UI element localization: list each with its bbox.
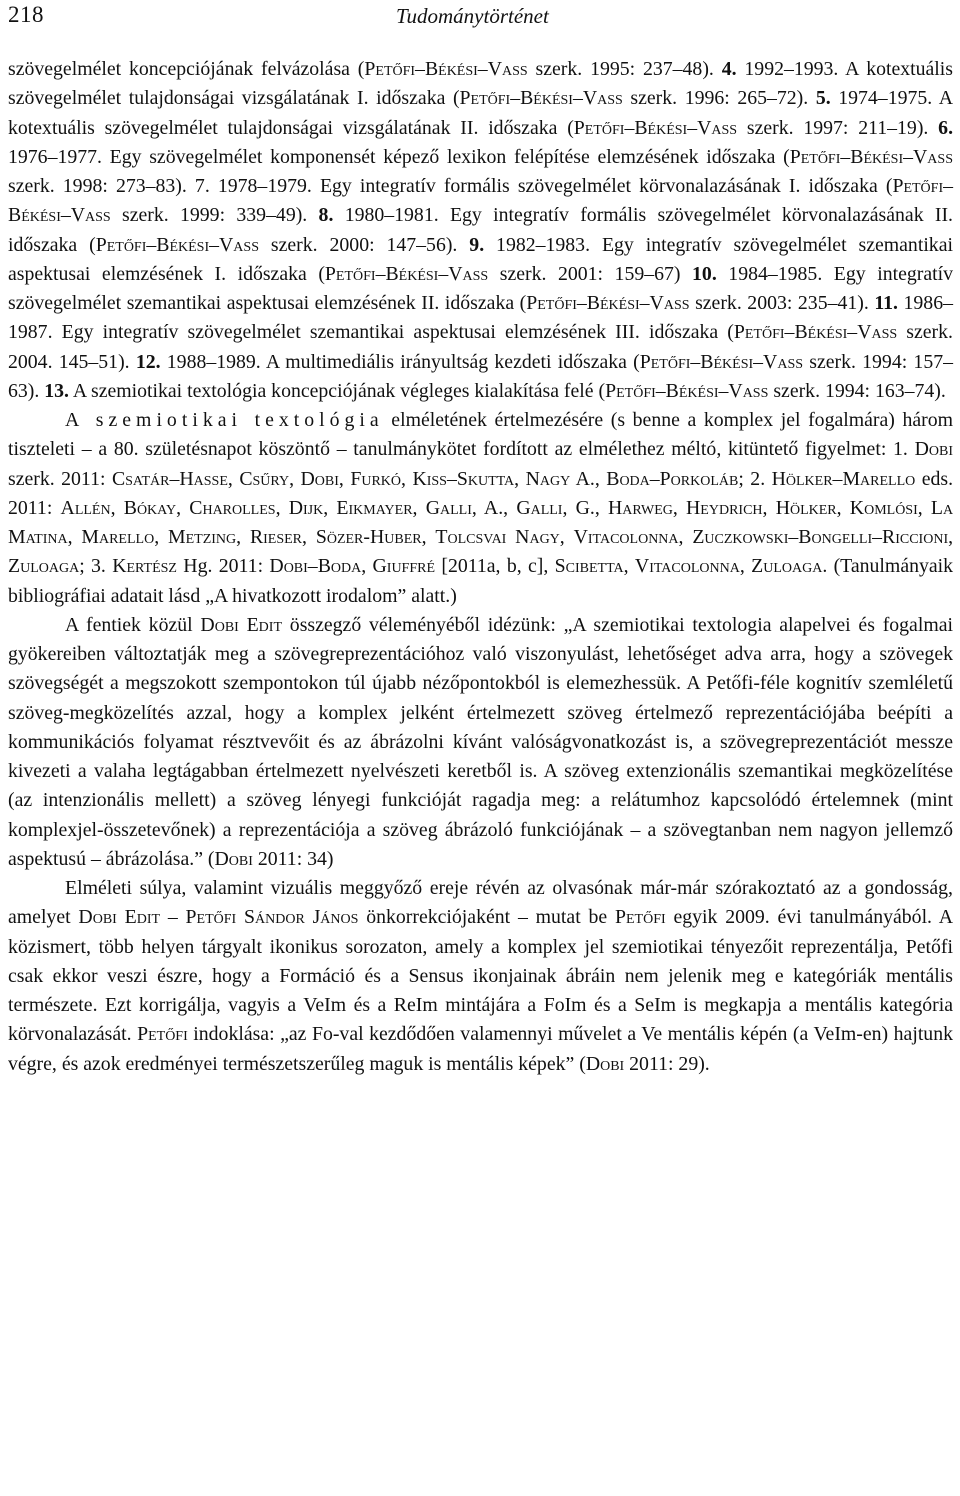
- author-name: Marello: [81, 526, 155, 548]
- author-name: Petőfi–Békési–Vass: [459, 87, 623, 110]
- item-number: 12.: [135, 350, 161, 373]
- author-name: Dobi: [214, 847, 253, 870]
- text-run: 1984–1985. Egy integratív szövegelmélet szemantikai aspektusai elemzésének II. időszaka (: [8, 262, 954, 314]
- text-run: egyik 2009. évi tanulmányából. A közismert, több helyen tárgyalt ikonikus sorozaton, amely a komplex jel szemiotikai tényezőit reprezentálja, Petőfi csak ekkor veszi észre, hogy a Formáció és a Sensus ikonjainak ábráin nem jelenik meg e kategóriák mentális természete. Ezt korrigálja, vagyis a VeIm és a ReIm mintájára a FoIm és a SeIm is megkapja a mentális kategória körvonalazását.: [8, 906, 954, 1046]
- text-run: eds. 2011:: [8, 467, 954, 519]
- text-run: [2011a, b, c],: [435, 555, 555, 578]
- text-run: ,: [176, 496, 190, 519]
- author-name: Dobi: [914, 438, 953, 461]
- author-name: Boda–Porkoláb: [606, 467, 739, 490]
- author-name: Vitacolonna: [573, 526, 679, 548]
- text-run: ,: [739, 555, 752, 578]
- text-run: ,: [110, 496, 124, 519]
- author-name: Kertész: [112, 555, 177, 578]
- author-name: Csatár–Hasse: [111, 467, 228, 490]
- author-name: Petőfi–Békési–Vass: [733, 321, 898, 344]
- text-run: ,: [917, 496, 931, 519]
- author-name: Csűry: [239, 467, 290, 490]
- page-header: [0, 0, 960, 34]
- author-name: Petőfi–Békési–Vass: [364, 58, 528, 80]
- text-run: . (Tanulmányaik bibliográfiai adatait lásd „A hivatkozott irodalom” alatt.): [8, 555, 954, 607]
- text-run: ; 2.: [738, 467, 772, 490]
- text-run: ,: [275, 496, 289, 519]
- item-number: 5.: [815, 87, 831, 110]
- text-run: 2011: 29).: [624, 1052, 710, 1075]
- author-name: Dobi–Boda: [269, 555, 362, 578]
- author-name: Petőfi–Békési–Vass: [573, 116, 738, 139]
- author-name: Metzing: [168, 526, 237, 548]
- paragraph-self-correction: [8, 874, 953, 1079]
- item-number: 6.: [938, 116, 954, 139]
- text-run: ,: [948, 526, 954, 548]
- text-run: Hg. 2011:: [176, 555, 270, 578]
- text-run: szerk. 1995: 237–48).: [527, 58, 722, 80]
- author-name: Hölker–Marello: [771, 467, 916, 490]
- text-run: indoklása: „az Fo-val kezdődően valamennyi művelet a Ve mentális képén (a VeIm-en) hajtunk végre, és azok eredményei természetszerűleg maguk is mentális képek” (: [8, 1023, 953, 1075]
- text-run: ,: [323, 496, 337, 519]
- text-run: ,: [302, 526, 316, 548]
- author-name: Komlósi: [849, 496, 918, 519]
- text-run: ,: [594, 496, 609, 519]
- text-run: szerk. 1994: 163–74).: [768, 379, 946, 402]
- author-name: Galli, G.: [516, 496, 595, 519]
- text-run: szerk. 2004. 145–51).: [8, 321, 953, 373]
- text-run: ,: [67, 526, 82, 548]
- text-run: ,: [154, 526, 168, 548]
- text-run: Elméleti súlya, valamint vizuális meggyőző ereje révén az olvasónak már-már szórakoztató az a gondosság, amelyet: [8, 877, 953, 929]
- text-run: ,: [338, 467, 351, 490]
- text-run: ,: [361, 555, 373, 578]
- text-run: összegző véleményéből idézünk: „A szemiotikai textologia alapelvei és fogalmai gyökereiben változtatják meg a szövegreprezentációhoz való viszonyulást, lehetőséget adva arra, hogy a szövegek szövegségét a megszokott szempontokon túl újabb nézőpontokból is elemezhessük. A Petőfi-féle kognitív szemléletű szöveg-megközelítés azzal, hogy a komplex jelként értelmezett szöveg értelmező reprezentációjába beépíti a kommunikációs folyamat résztvevőit és az ábrázolni kívánt valóságvonatkozást is, a szövegreprezentációt messze kivezeti a valaha legtágabban értelmezett nyelvészeti keretből is. A szöveg extenzionális szemantikai megközelítése (az intenzionális mellett) a szöveg lényegi funkcióját ragadja meg: a relátumhoz kapcsolódó értelemnek (mint komplexjel-összetevőnek) a reprezentációja a szöveg ábrázoló funkciójának – a szövegtanban nem nagyon jellemző aspektusú – ábrázolása.” (: [8, 613, 953, 870]
- text-run: ,: [678, 526, 693, 548]
- author-name: Giuffré: [372, 555, 436, 578]
- author-name: Kiss–Skutta: [412, 467, 515, 490]
- text-run: szövegelmélet koncepciójának felvázolása (: [8, 58, 365, 80]
- body-text: [8, 55, 953, 1079]
- author-name: La Matina: [8, 496, 954, 548]
- text-run: ,: [401, 467, 413, 490]
- text-run: 1992–1993. A kotextuális szövegelmélet tulajdonságai vizsgálatának I. időszaka (: [8, 58, 953, 110]
- text-run: szerk. 2011:: [8, 467, 112, 490]
- author-name: Galli, A.: [425, 496, 504, 519]
- author-name: Petőfi–Békési–Vass: [605, 379, 769, 402]
- item-number: 10.: [692, 262, 717, 285]
- author-name: Tolcsvai Nagy: [435, 526, 560, 548]
- text-run: ,: [762, 496, 776, 519]
- author-name: Eikmayer: [336, 496, 413, 519]
- text-run: ,: [412, 496, 426, 519]
- author-name: Petőfi: [137, 1023, 188, 1046]
- text-run: szerk. 2001: 159–67): [488, 262, 693, 285]
- text-run: ,: [559, 526, 574, 548]
- text-run: 1988–1989. A multimediális irányultság kezdeti időszaka (: [160, 350, 640, 373]
- text-run: 1974–1975. A kotextuális szövegelmélet tulajdonságai vizsgálatának II. időszaka (: [8, 87, 953, 139]
- author-name: Vitacolonna: [634, 555, 740, 578]
- text-run: szerk. 1997: 211–19).: [737, 116, 939, 139]
- text-run: 1986–1987. Egy integratív szövegelmélet szemantikai aspektusai elemzésének III. időszaka (: [8, 292, 953, 344]
- author-name: Scibetta: [554, 555, 624, 578]
- text-run: A szemiotikai textológia koncepciójának végleges kialakítása felé (: [69, 379, 606, 402]
- text-run: ,: [421, 526, 436, 548]
- item-number: 9.: [469, 233, 485, 256]
- text-run: 1976–1977. Egy szövegelmélet komponensét képező lexikon felépítése elemzésének időszaka (: [8, 145, 790, 168]
- paragraph-dobi-quote: [8, 611, 953, 874]
- spaced-term: A szemiotikai textológia: [65, 409, 384, 431]
- text-run: 1980–1981. Egy integratív formális szövegelmélet körvonalazásának II. időszaka (: [8, 204, 954, 256]
- text-run: ,: [836, 496, 850, 519]
- author-name: Zuloaga: [751, 555, 823, 578]
- text-run: ,: [672, 496, 687, 519]
- paragraph-timeline: [8, 55, 953, 406]
- author-name: Rieser: [249, 526, 303, 548]
- author-name: Dobi: [300, 467, 339, 490]
- author-name: Harweg: [608, 496, 673, 519]
- author-name: Petőfi–Békési–Vass: [526, 292, 690, 314]
- author-name: Dobi Edit: [200, 613, 283, 636]
- author-name: Petőfi–Békési–Vass: [8, 175, 953, 227]
- author-name: Zuczkowski–Bongelli–Riccioni: [692, 526, 949, 548]
- page-number: 218: [8, 2, 44, 27]
- text-run: ,: [227, 467, 240, 490]
- author-name: Allén: [60, 496, 111, 519]
- item-number: 8.: [318, 204, 334, 227]
- author-name: Bókay: [123, 496, 177, 519]
- text-run: ,: [289, 467, 301, 490]
- author-name: Dobi Edit – Petőfi Sándor János: [78, 906, 359, 929]
- author-name: Sözer-Huber: [315, 526, 422, 548]
- text-run: elméletének értelmezésére (s benne a komplex jel fogalmára) három tiszteleti – a 80. születésnapot köszöntő – tanulmánykötet fordított az elmélethez méltó, kitüntető figyelmet: 1.: [8, 409, 953, 461]
- author-name: Petőfi–Békési–Vass: [95, 233, 259, 256]
- author-name: Dobi: [585, 1052, 625, 1075]
- author-name: Petőfi–Békési–Vass: [639, 350, 804, 373]
- author-name: Petőfi–Békési–Vass: [789, 145, 953, 168]
- author-name: Dijk: [288, 496, 324, 519]
- text-run: önkorrekciójaként – mutat be: [358, 906, 615, 929]
- text-run: szerk. 1999: 339–49).: [110, 204, 319, 227]
- text-run: 2011: 34): [252, 847, 334, 870]
- text-run: ,: [623, 555, 635, 578]
- text-run: 1982–1983. Egy integratív szövegelmélet szemantikai aspektusai elemzésének I. időszaka (: [8, 233, 953, 285]
- author-name: Heydrich: [686, 496, 763, 519]
- text-run: ,: [594, 467, 607, 490]
- text-run: szerk. 2003: 235–41).: [689, 292, 875, 314]
- author-name: Petőfi: [614, 906, 666, 929]
- author-name: Nagy A.: [525, 467, 595, 490]
- text-run: szerk. 1998: 273–83). 7. 1978–1979. Egy integratív formális szövegelmélet körvonalazásának I. időszaka (: [8, 175, 893, 197]
- text-run: szerk. 1994: 157–63).: [8, 350, 953, 402]
- text-run: A fentiek közül: [65, 613, 201, 636]
- text-run: ,: [514, 467, 526, 490]
- author-name: Petőfi–Békési–Vass: [324, 262, 489, 285]
- author-name: Hölker: [775, 496, 837, 519]
- text-run: ,: [236, 526, 250, 548]
- paragraph-festschrift: [8, 406, 953, 611]
- running-title: Tudománytörténet: [396, 4, 549, 28]
- author-name: Furkó: [350, 467, 402, 490]
- item-number: 13.: [44, 379, 69, 402]
- text-run: ; 3.: [79, 555, 113, 578]
- item-number: 4.: [721, 58, 737, 80]
- text-run: szerk. 1996: 265–72).: [622, 87, 816, 110]
- author-name: Zuloaga: [8, 555, 80, 578]
- text-run: szerk. 2000: 147–56).: [259, 233, 470, 256]
- author-name: Charolles: [189, 496, 276, 519]
- text-run: ,: [503, 496, 517, 519]
- item-number: 11.: [874, 292, 898, 314]
